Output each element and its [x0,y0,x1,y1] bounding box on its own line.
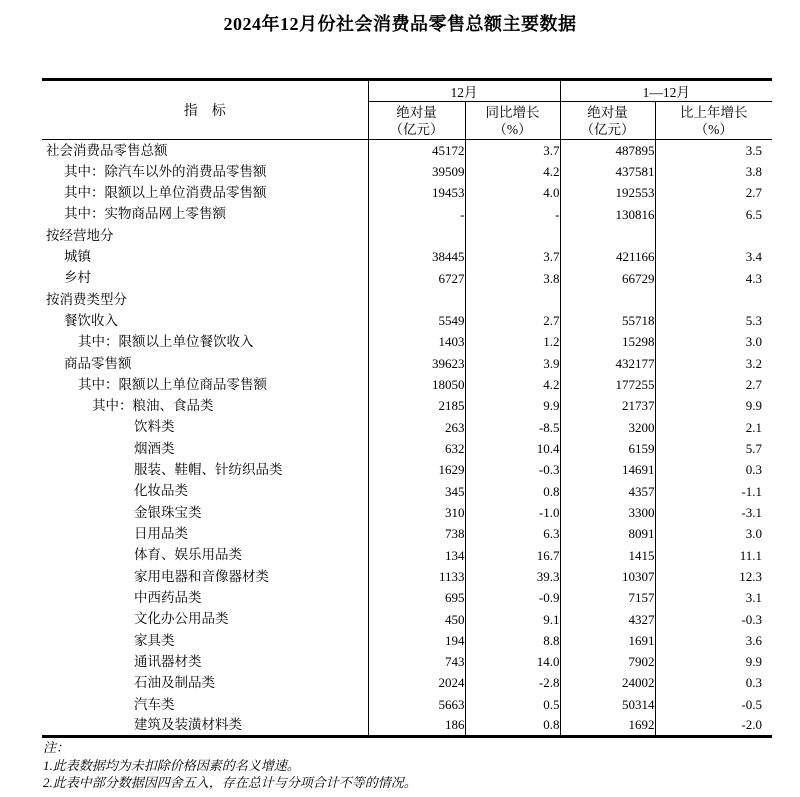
value-cell: 1403 [368,331,465,352]
indicator-cell: 其中：除汽车以外的消费品零售额 [64,163,267,179]
value-cell: 66729 [560,267,655,288]
value-cell: 0.3 [655,672,772,693]
value-cell [368,289,465,310]
header-label-line1: 绝对量 [587,104,628,120]
header-label-line2: （亿元） [580,121,635,137]
value-cell: 263 [368,417,465,438]
value-cell: -8.5 [465,417,560,438]
value-cell: 5.3 [655,310,772,331]
value-cell: 5663 [368,694,465,715]
header-dec-yoy-growth [465,102,560,140]
value-cell: -2.8 [465,672,560,693]
indicator-cell: 城镇 [64,248,91,264]
value-cell: 2.7 [465,310,560,331]
indicator-cell: 按消费类型分 [46,291,127,307]
value-cell: 6159 [560,438,655,459]
value-cell: 695 [368,587,465,608]
table-row [42,203,772,224]
notes-heading: 注： [43,740,70,755]
value-cell: 3.9 [465,353,560,374]
value-cell: 6.5 [655,203,772,224]
value-cell: 3.4 [655,246,772,267]
table-row [42,608,772,629]
value-cell: 21737 [560,395,655,416]
value-cell: 3200 [560,417,655,438]
value-cell: 421166 [560,246,655,267]
value-cell: 39509 [368,161,465,182]
header-dec-absolute [368,102,465,140]
indicator-cell: 石油及制品类 [134,675,215,691]
header-label-line1: 绝对量 [396,104,437,120]
value-cell: 3.0 [655,331,772,352]
value-cell [465,225,560,246]
table-row [42,417,772,438]
value-cell: 1133 [368,566,465,587]
table-row [42,651,772,672]
value-cell: 2.7 [655,374,772,395]
value-cell: 3.7 [465,246,560,267]
value-cell: - [368,203,465,224]
header-label-line2: （%） [493,121,532,137]
value-cell: -0.3 [465,459,560,480]
value-cell [655,289,772,310]
table-row [42,694,772,715]
value-cell: 24002 [560,672,655,693]
value-cell: 39623 [368,353,465,374]
value-cell: 2185 [368,395,465,416]
value-cell: 1629 [368,459,465,480]
value-cell: -0.3 [655,608,772,629]
value-cell: 0.3 [655,459,772,480]
value-cell: 1692 [560,715,655,736]
table-row [42,182,772,203]
table-header [42,80,772,140]
table-row [42,374,772,395]
table-row [42,715,772,736]
value-cell: 3.7 [465,140,560,161]
table-row [42,140,772,161]
value-cell: 3.2 [655,353,772,374]
value-cell: 15298 [560,331,655,352]
value-cell: 9.9 [655,395,772,416]
value-cell: 6727 [368,267,465,288]
value-cell: 192553 [560,182,655,203]
value-cell: 18050 [368,374,465,395]
indicator-cell: 家具类 [134,632,175,648]
value-cell: 3.6 [655,630,772,651]
value-cell: 4.3 [655,267,772,288]
value-cell: 12.3 [655,566,772,587]
table-row [42,246,772,267]
value-cell [655,225,772,246]
table-row [42,630,772,651]
value-cell: 194 [368,630,465,651]
value-cell: 4.0 [465,182,560,203]
value-cell: 10.4 [465,438,560,459]
value-cell: 450 [368,608,465,629]
indicator-cell: 金银珠宝类 [134,504,202,520]
value-cell: 8.8 [465,630,560,651]
table-row [42,331,772,352]
value-cell: 437581 [560,161,655,182]
note-item: 1.此表数据均为未扣除价格因素的名义增速。 [43,757,300,773]
value-cell: 743 [368,651,465,672]
table-row [42,289,772,310]
table-row [42,395,772,416]
indicator-cell: 社会消费品零售总额 [46,142,168,158]
value-cell [560,225,655,246]
value-cell: 11.1 [655,544,772,565]
indicator-cell: 汽车类 [134,696,175,712]
value-cell: 4.2 [465,161,560,182]
value-cell: 3.8 [655,161,772,182]
value-cell: -0.5 [655,694,772,715]
header-label-line2: （亿元） [389,121,444,137]
value-cell: 50314 [560,694,655,715]
indicator-cell: 服装、鞋帽、针纺织品类 [134,462,283,478]
header-indicator: 指 标 [42,80,368,140]
note-item: 2.此表中部分数据因四舍五入，存在总计与分项合计不等的情况。 [43,775,417,790]
table-row [42,459,772,480]
table-row [42,438,772,459]
table-row [42,353,772,374]
table-row [42,161,772,182]
table-row [42,523,772,544]
indicator-cell: 其中：限额以上单位商品零售额 [78,376,267,392]
indicator-cell: 日用品类 [134,526,188,542]
header-group-jan-to-dec: 1—12月 [560,80,772,102]
value-cell: 0.5 [465,694,560,715]
value-cell: 14691 [560,459,655,480]
value-cell: 3300 [560,502,655,523]
value-cell: 45172 [368,140,465,161]
value-cell: 4327 [560,608,655,629]
value-cell: 5549 [368,310,465,331]
indicator-cell: 饮料类 [134,419,175,435]
value-cell: -3.1 [655,502,772,523]
value-cell: 9.9 [465,395,560,416]
value-cell: 6.3 [465,523,560,544]
value-cell: 0.8 [465,715,560,736]
value-cell: 9.1 [465,608,560,629]
value-cell: 7157 [560,587,655,608]
value-cell: -2.0 [655,715,772,736]
value-cell: 2024 [368,672,465,693]
header-label-line2: （%） [694,121,733,137]
value-cell: 0.8 [465,481,560,502]
table-row [42,672,772,693]
indicator-cell: 餐饮收入 [64,312,118,328]
indicator-cell: 文化办公用品类 [134,611,229,627]
value-cell: 10307 [560,566,655,587]
value-cell: 16.7 [465,544,560,565]
value-cell: 3.5 [655,140,772,161]
indicator-cell: 商品零售额 [64,355,132,371]
value-cell: 4.2 [465,374,560,395]
value-cell: 1.2 [465,331,560,352]
header-group-row [42,80,772,102]
value-cell: -1.1 [655,481,772,502]
indicator-cell: 家用电器和音像器材类 [134,568,269,584]
value-cell: 4357 [560,481,655,502]
value-cell: 3.1 [655,587,772,608]
value-cell: 738 [368,523,465,544]
value-cell: 134 [368,544,465,565]
value-cell: 3.8 [465,267,560,288]
value-cell: 345 [368,481,465,502]
table-row [42,481,772,502]
header-group-december: 12月 [368,80,560,102]
value-cell: 2.7 [655,182,772,203]
value-cell: 38445 [368,246,465,267]
value-cell: 2.1 [655,417,772,438]
value-cell [560,289,655,310]
value-cell: -0.9 [465,587,560,608]
indicator-cell: 按经营地分 [46,227,114,243]
indicator-cell: 建筑及装潢材料类 [134,717,242,733]
value-cell: 1691 [560,630,655,651]
table-row [42,225,772,246]
value-cell [368,225,465,246]
notes [43,739,417,792]
retail-sales-table [42,78,772,738]
indicator-cell: 其中：实物商品网上零售额 [64,206,226,222]
value-cell: - [465,203,560,224]
indicator-cell: 化妆品类 [134,483,188,499]
value-cell: 310 [368,502,465,523]
value-cell: 487895 [560,140,655,161]
indicator-cell: 乡村 [64,270,91,286]
table-row [42,267,772,288]
table-row [42,544,772,565]
header-ytd-absolute [560,102,655,140]
value-cell: 177255 [560,374,655,395]
table-row [42,566,772,587]
table-row [42,502,772,523]
indicator-cell: 其中：限额以上单位消费品零售额 [64,185,267,201]
value-cell: 3.0 [655,523,772,544]
value-cell: 1415 [560,544,655,565]
value-cell: 632 [368,438,465,459]
value-cell: 9.9 [655,651,772,672]
indicator-cell: 其中：限额以上单位餐饮收入 [78,334,254,350]
indicator-cell: 中西药品类 [134,589,202,605]
table-row [42,310,772,331]
page-title: 2024年12月份社会消费品零售总额主要数据 [223,14,577,34]
value-cell: 39.3 [465,566,560,587]
value-cell: 130816 [560,203,655,224]
value-cell: -1.0 [465,502,560,523]
value-cell: 14.0 [465,651,560,672]
indicator-cell: 通讯器材类 [134,653,202,669]
table-row [42,587,772,608]
header-label-line1: 同比增长 [485,104,540,120]
value-cell: 8091 [560,523,655,544]
header-label-line1: 比上年增长 [680,104,748,120]
indicator-cell: 体育、娱乐用品类 [134,547,242,563]
value-cell: 55718 [560,310,655,331]
value-cell: 7902 [560,651,655,672]
value-cell: 5.7 [655,438,772,459]
value-cell: 186 [368,715,465,736]
header-ytd-growth [655,102,772,140]
value-cell: 432177 [560,353,655,374]
value-cell [465,289,560,310]
table-body [42,140,772,737]
indicator-cell: 其中：粮油、食品类 [92,398,214,414]
notes-list [43,757,417,792]
value-cell: 19453 [368,182,465,203]
indicator-cell: 烟酒类 [134,440,175,456]
